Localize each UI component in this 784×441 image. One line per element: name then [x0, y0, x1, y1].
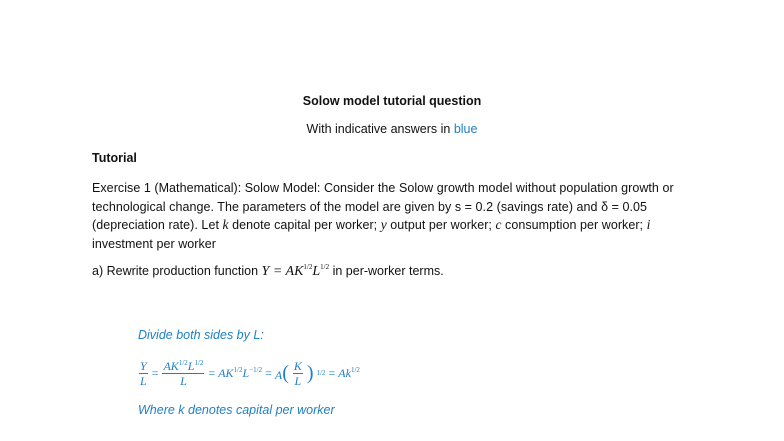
question-a-prefix: a) Rewrite production function — [92, 264, 262, 278]
production-function-formula: $Y = AK^{1/2}L^{1/2}$ — [261, 263, 330, 279]
symbol-c: c — [495, 217, 502, 233]
subtitle-text: With indicative answers in — [306, 122, 454, 136]
symbol-k: k — [222, 217, 229, 233]
symbol-y: y — [380, 217, 387, 233]
page-title: Solow model tutorial question — [302, 94, 482, 108]
answer-line-1: Divide both sides by L: — [138, 328, 264, 342]
answer-equation: $\frac{Y}{L}$ = $\frac{AK^{1/2}L^{1/2}}{L}$ = $AK^{1/2}L^{-1/2}$ = A( $\frac{K}{L}$ ) 1/2 = $Ak^{1/2}$ — [140, 358, 360, 388]
subtitle — [0, 122, 784, 136]
question-a-suffix: in per-worker terms. — [329, 264, 444, 278]
answer-line-2: Where k denotes capital per worker — [138, 403, 335, 417]
exercise-text-3: output per worker; — [386, 218, 496, 233]
equation-term-4: $Ak^{1/2}$ — [338, 365, 360, 380]
question-a — [92, 264, 712, 280]
symbol-i: i — [646, 217, 651, 233]
fraction-y-over-l: $\frac{Y}{L}$ — [140, 358, 147, 388]
equation-term-2: $AK^{1/2}L^{-1/2}$ — [218, 365, 263, 380]
exercise-text-2: denote capital per worker; — [228, 218, 381, 233]
fraction-production-over-l: $\frac{AK^{1/2}L^{1/2}}{L}$ — [163, 358, 204, 388]
exercise-text-1: Exercise 1 (Mathematical): Solow Model: Consider the Solow growth model without population growth or technological change. The parameters of the model are given by s = 0.2 (savings rate) and δ = 0.05 (depreciation rate). Let — [92, 181, 674, 233]
fraction-k-over-l: $\frac{K}{L}$ — [293, 358, 302, 388]
exercise-paragraph — [92, 179, 692, 253]
equation-term-3: A( — [274, 362, 289, 384]
section-heading: Tutorial — [92, 151, 137, 165]
exercise-text-4: consumption per worker; — [501, 218, 647, 233]
subtitle-highlight: blue — [453, 122, 478, 136]
exercise-text-5: investment per worker — [92, 236, 217, 251]
